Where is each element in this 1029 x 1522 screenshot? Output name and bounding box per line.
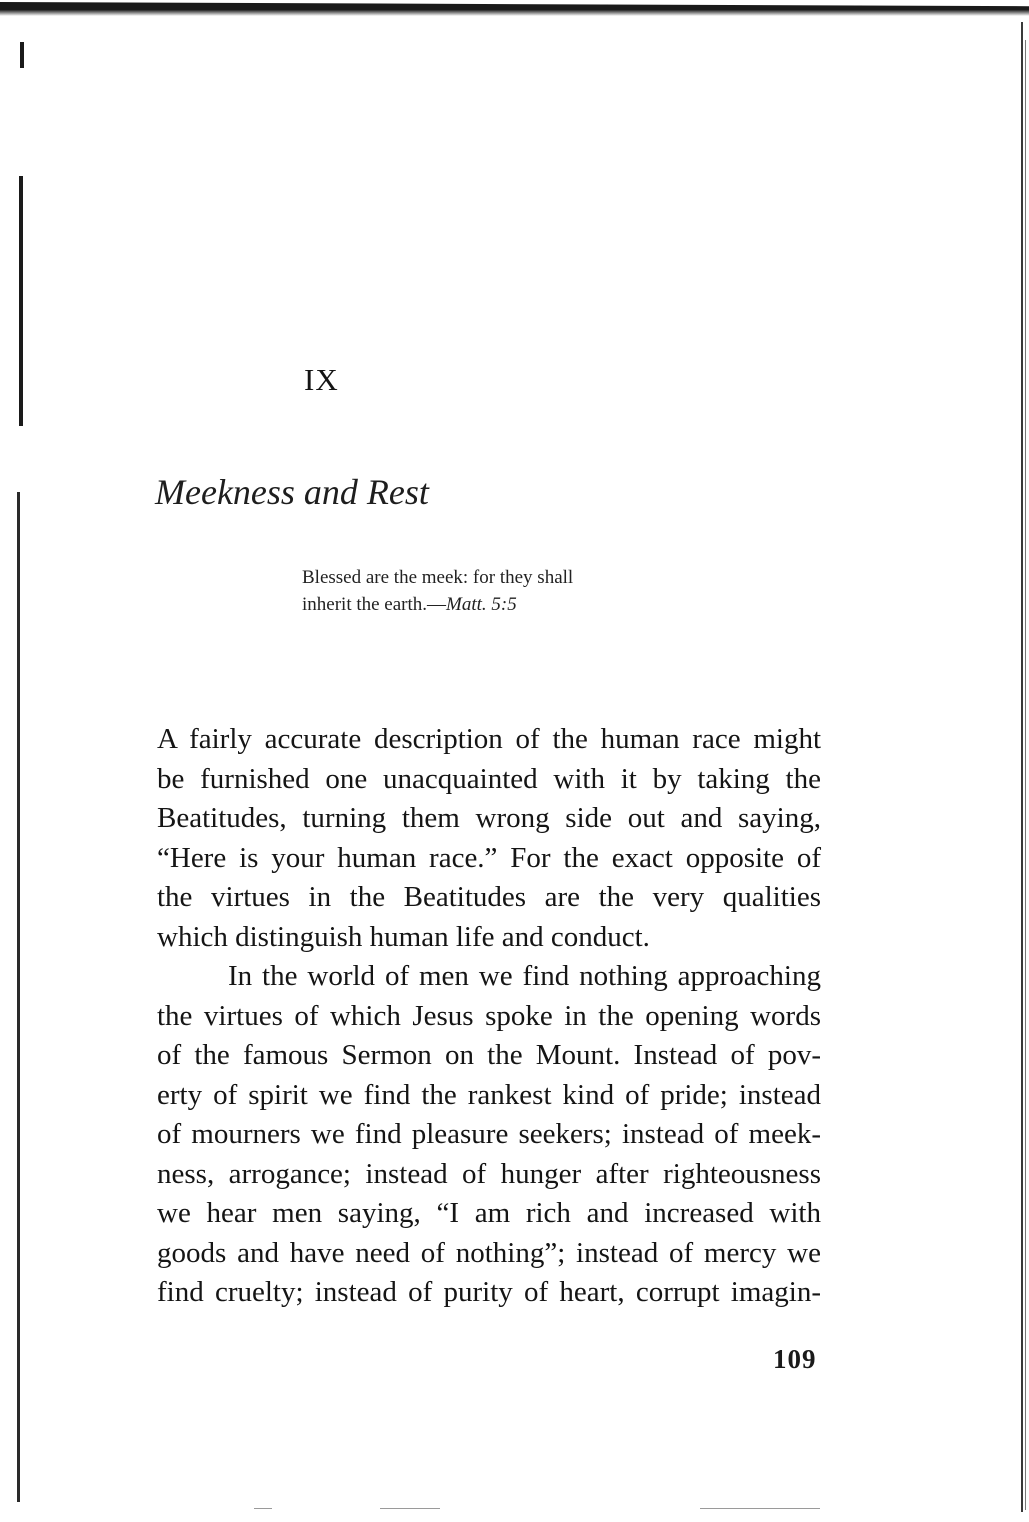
text-line: erty of spirit we find the rankest kind of pride; instead xyxy=(157,1078,821,1111)
chapter-number: IX xyxy=(304,362,339,397)
scan-edge-left xyxy=(19,176,23,426)
text-line: find cruelty; instead of purity of heart, corrupt imagin- xyxy=(157,1276,821,1308)
text-line: ness, arrogance; instead of hunger after righteousness xyxy=(157,1157,821,1190)
epigraph xyxy=(302,564,722,618)
scan-speck xyxy=(380,1508,440,1509)
text-line: the virtues in the Beatitudes are the very qualities xyxy=(157,881,821,913)
scan-speck xyxy=(700,1508,820,1509)
epigraph-line: Blessed are the meek: for they shall xyxy=(302,567,574,588)
page-number: 109 xyxy=(773,1344,817,1374)
scan-edge-left xyxy=(20,42,24,68)
text-line: A fairly accurate description of the human race might xyxy=(157,723,821,755)
scan-edge-right xyxy=(1021,22,1023,1512)
text-line: which distinguish human life and conduct. xyxy=(157,920,650,953)
text-line: “Here is your human race.” For the exact opposite of xyxy=(157,841,821,874)
text-line: goods and have need of nothing”; instead of mercy we xyxy=(157,1236,821,1269)
epigraph-reference: Matt. 5:5 xyxy=(446,594,517,615)
text-line: we hear men saying, “I am rich and increased with xyxy=(157,1197,821,1229)
text-line: Beatitudes, turning them wrong side out and saying, xyxy=(157,802,821,834)
text-line: of the famous Sermon on the Mount. Instead of pov- xyxy=(157,1039,821,1071)
paragraph xyxy=(157,720,821,957)
text-line: of mourners we find pleasure seekers; instead of meek- xyxy=(157,1118,821,1150)
epigraph-line-text: inherit the earth.— xyxy=(302,594,447,615)
text-line: be furnished one unacquainted with it by taking the xyxy=(157,762,821,795)
body-text xyxy=(157,720,821,1313)
epigraph-line xyxy=(302,591,722,618)
scan-edge-top xyxy=(0,2,1029,16)
chapter-title: Meekness and Rest xyxy=(155,472,429,512)
text-line: In the world of men we find nothing approaching xyxy=(228,960,821,992)
scan-speck xyxy=(254,1508,272,1509)
scan-edge-left xyxy=(17,492,20,1502)
text-line: the virtues of which Jesus spoke in the opening words xyxy=(157,999,821,1032)
paragraph xyxy=(157,957,821,1313)
scan-edge-right xyxy=(1025,40,1026,1510)
